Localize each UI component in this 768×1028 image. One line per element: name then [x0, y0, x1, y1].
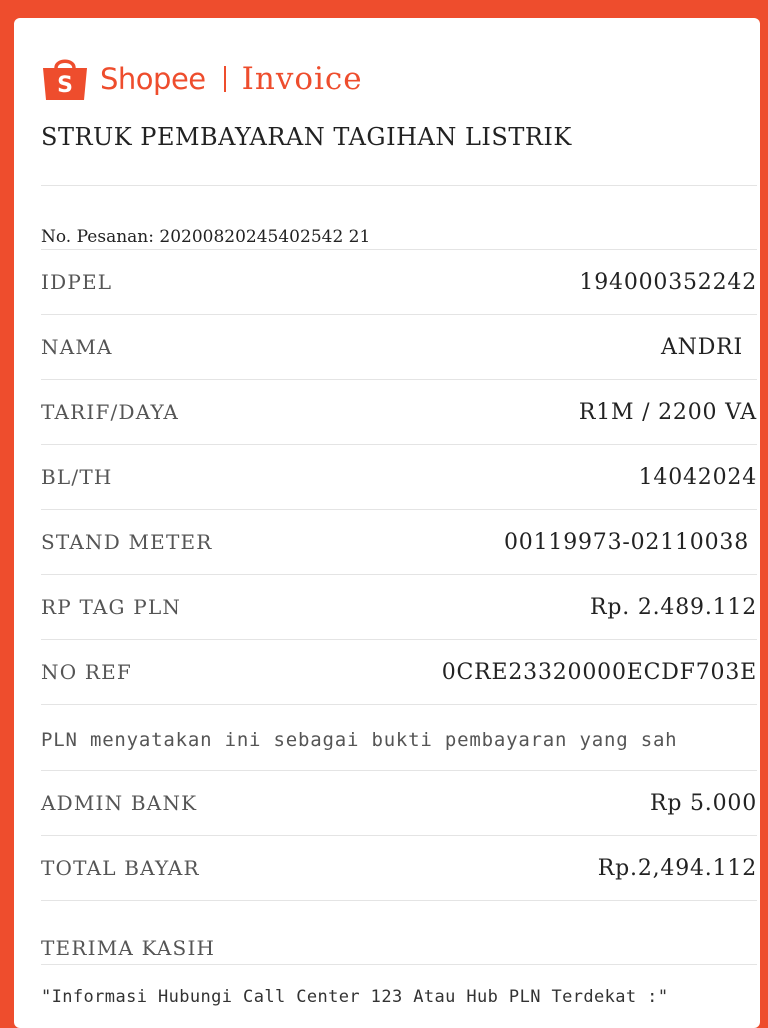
brand-header: [40, 54, 363, 104]
row-value: 14042024: [638, 464, 757, 490]
divider: [41, 704, 757, 705]
detail-row-stand-meter: [41, 510, 757, 574]
admin-bank-row: [41, 771, 757, 835]
order-value: 20200820245402542 21: [159, 227, 371, 247]
row-value: 194000352242: [579, 269, 757, 295]
row-value: Rp. 2.489.112: [590, 594, 757, 620]
row-label: RP TAG PLN: [41, 595, 182, 619]
order-label: No. Pesanan:: [41, 227, 154, 247]
row-value: 0CRE23320000ECDF703E: [441, 659, 757, 685]
detail-row-no-ref: [41, 640, 757, 704]
brand-name: Shopee: [100, 62, 206, 96]
invoice-heading: Invoice: [241, 61, 363, 97]
row-label: NAMA: [41, 335, 113, 359]
row-value: ANDRI: [660, 334, 743, 360]
shopping-bag-icon: [40, 56, 90, 102]
admin-value: Rp 5.000: [649, 790, 757, 816]
total-label: TOTAL BAYAR: [41, 856, 200, 880]
invoice-card: [14, 18, 760, 1028]
row-label: BL/TH: [41, 465, 113, 489]
detail-row-nama: [41, 315, 757, 379]
row-label: NO REF: [41, 660, 132, 684]
total-value: Rp.2,494.112: [597, 855, 757, 881]
row-value: 00119973-02110038: [504, 529, 749, 555]
logo-letter: S: [57, 73, 73, 98]
detail-row-idpel: [41, 250, 757, 314]
row-label: STAND METER: [41, 530, 213, 554]
payment-statement: PLN menyatakan ini sebagai bukti pembayaran yang sah: [41, 729, 678, 751]
row-label: TARIF/DAYA: [41, 400, 180, 424]
divider: [41, 185, 757, 186]
brand-divider: [224, 66, 226, 92]
total-bayar-row: [41, 836, 757, 900]
row-value: R1M / 2200 VA: [578, 399, 757, 425]
detail-row-bl-th: [41, 445, 757, 509]
divider: [41, 964, 757, 965]
call-center-info: "Informasi Hubungi Call Center 123 Atau Hub PLN Terdekat :": [41, 987, 669, 1007]
row-label: IDPEL: [41, 270, 113, 294]
detail-row-rp-tag-pln: [41, 575, 757, 639]
receipt-title: STRUK PEMBAYARAN TAGIHAN LISTRIK: [41, 123, 572, 151]
thank-you-text: TERIMA KASIH: [41, 936, 216, 960]
detail-row-tarif-daya: [41, 380, 757, 444]
divider: [41, 900, 757, 901]
admin-label: ADMIN BANK: [41, 791, 198, 815]
